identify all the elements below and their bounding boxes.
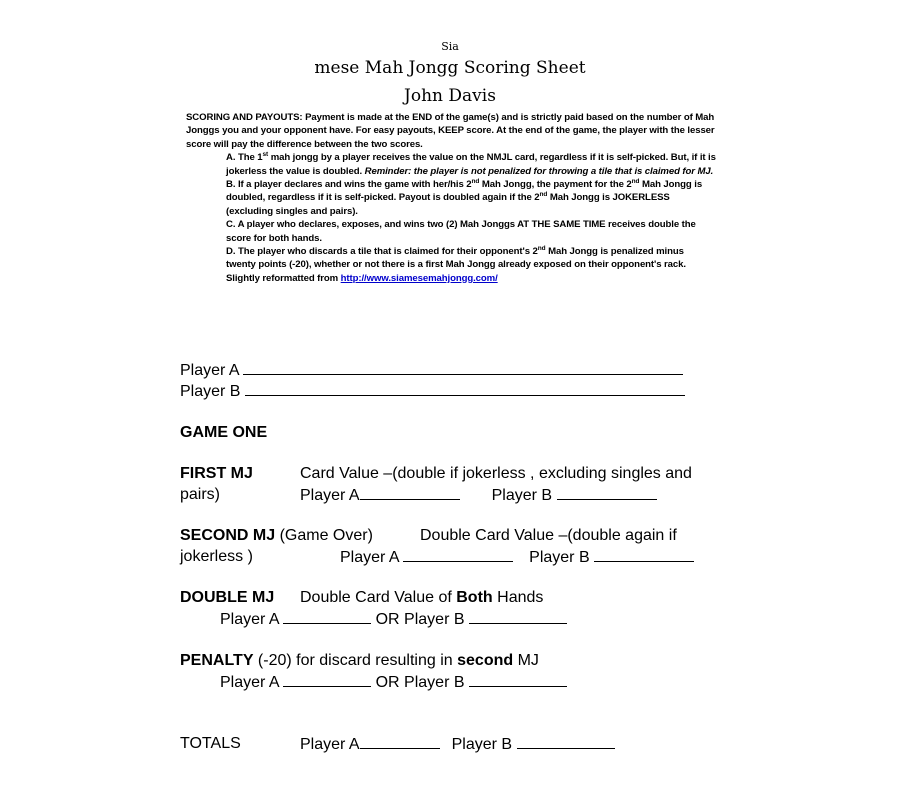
first-mj-description-cont: pairs): [180, 486, 221, 503]
player-a-label: Player A: [180, 362, 239, 379]
second-mj-player-b-field[interactable]: [594, 546, 694, 562]
second-mj-player-a-field[interactable]: [403, 546, 513, 562]
penalty-description: (-20) for discard resulting in: [253, 652, 458, 669]
superscript: nd: [471, 177, 480, 185]
penalty-description-end: MJ: [513, 652, 539, 669]
penalty-second: second: [457, 652, 514, 669]
rules-text: score. At the end of the game, the player with the lesser score will pay the difference between the two scores.: [186, 125, 715, 150]
rule-c: [186, 218, 716, 245]
player-b-label: Player B: [529, 549, 590, 566]
superscript: st: [262, 151, 269, 159]
double-mj-description-end: Hands: [492, 589, 544, 606]
double-mj-both: Both: [456, 589, 493, 606]
or-player-b-label: OR Player B: [375, 674, 465, 691]
rules-text: A. The 1: [226, 152, 263, 164]
second-mj-description: Double Card Value –(double again if: [420, 527, 677, 544]
rules-text: Payment is made at the: [302, 112, 413, 123]
rules-text: Mah Jongg is doubled, regardless if it is self-picked. Payout is doubled again if the 2: [226, 179, 703, 204]
totals-player-b-field[interactable]: [517, 733, 615, 749]
first-mj-section: [180, 463, 740, 505]
source-link[interactable]: http://www.siamesemahjongg.com/: [340, 272, 498, 284]
totals-section: [180, 733, 740, 754]
rules-text: mah jongg by a player receives the value on the NMJL card, regardless if it is self-picked. But, if it is jokerless the value is doubled.: [226, 152, 716, 177]
rules-intro-label: SCORING AND PAYOUTS:: [186, 112, 303, 123]
rules-text: D. The player who discards a tile that is claimed for their opponent's 2: [226, 246, 538, 258]
superscript: nd: [631, 177, 640, 185]
rule-reminder: Reminder: the player is not penalized for throwing a tile that is claimed for MJ.: [364, 165, 714, 177]
player-b-label: Player B: [491, 487, 553, 504]
rules-text: of the game(s) and is strictly paid based on the number of Mah Jonggs you and your opponent have. For easy payouts,: [186, 112, 715, 137]
title-fragment: Sia: [441, 40, 459, 53]
page-title: mese Mah Jongg Scoring Sheet: [314, 58, 586, 78]
author-name: John Davis: [404, 86, 496, 106]
double-mj-section: [180, 587, 740, 629]
rule-d: [186, 245, 716, 285]
penalty-player-b-field[interactable]: [469, 671, 567, 687]
first-mj-label: FIRST MJ: [180, 465, 253, 482]
second-mj-section: [180, 525, 740, 567]
rules-text: END: [412, 112, 433, 123]
player-a-label: Player A: [300, 736, 360, 753]
second-mj-description-cont: jokerless ): [180, 548, 253, 565]
penalty-player-a-field[interactable]: [283, 671, 371, 687]
double-mj-player-a-field[interactable]: [283, 608, 371, 624]
player-a-label: Player A: [220, 674, 279, 691]
game-one-heading: GAME ONE: [180, 424, 268, 441]
superscript: nd: [539, 191, 548, 199]
double-mj-label: DOUBLE MJ: [180, 589, 275, 606]
penalty-label: PENALTY: [180, 652, 254, 669]
rules-section: [186, 111, 716, 285]
player-a-name-field[interactable]: [243, 359, 683, 375]
player-a-label: Player A: [220, 611, 279, 628]
player-a-label: Player A: [300, 487, 360, 504]
or-player-b-label: OR Player B: [375, 611, 465, 628]
player-b-label: Player B: [180, 383, 241, 400]
second-mj-label: SECOND MJ: [180, 527, 276, 544]
rules-text: B. If a player declares and wins the game with her/his 2: [226, 179, 472, 191]
superscript: nd: [537, 244, 546, 252]
player-b-label: Player B: [451, 736, 513, 753]
player-a-label: Player A: [340, 549, 399, 566]
rules-text: Mah Jongg is JOKERLESS (excluding singles and pairs).: [226, 192, 670, 217]
rules-text: C. A player who declares, exposes, and wins two (2) Mah Jonggs AT THE SAME TIME receives double the score for both hands.: [226, 219, 696, 244]
first-mj-description: Card Value –(double if jokerless , excluding singles and: [300, 465, 692, 482]
totals-label: TOTALS: [180, 735, 241, 752]
rules-text: Mah Jongg, the payment for the 2: [479, 179, 632, 191]
rule-a: [186, 151, 716, 178]
first-mj-player-a-field[interactable]: [360, 484, 460, 500]
double-mj-player-b-field[interactable]: [469, 608, 567, 624]
rule-b: [186, 178, 716, 218]
player-names: [180, 359, 685, 401]
first-mj-player-b-field[interactable]: [557, 484, 657, 500]
rules-text: KEEP: [438, 125, 464, 137]
double-mj-description: Double Card Value of: [300, 589, 457, 606]
totals-player-a-field[interactable]: [360, 733, 440, 749]
penalty-section: [180, 650, 740, 692]
rules-text: Mah Jongg is penalized minus twenty points (-20), whether or not there is a first Mah Jongg already exposed on their opponent's rack. Slightly reformatted from: [226, 246, 686, 284]
player-b-name-field[interactable]: [245, 380, 685, 396]
rules-intro: [186, 111, 716, 151]
second-mj-note: (Game Over): [275, 527, 373, 544]
